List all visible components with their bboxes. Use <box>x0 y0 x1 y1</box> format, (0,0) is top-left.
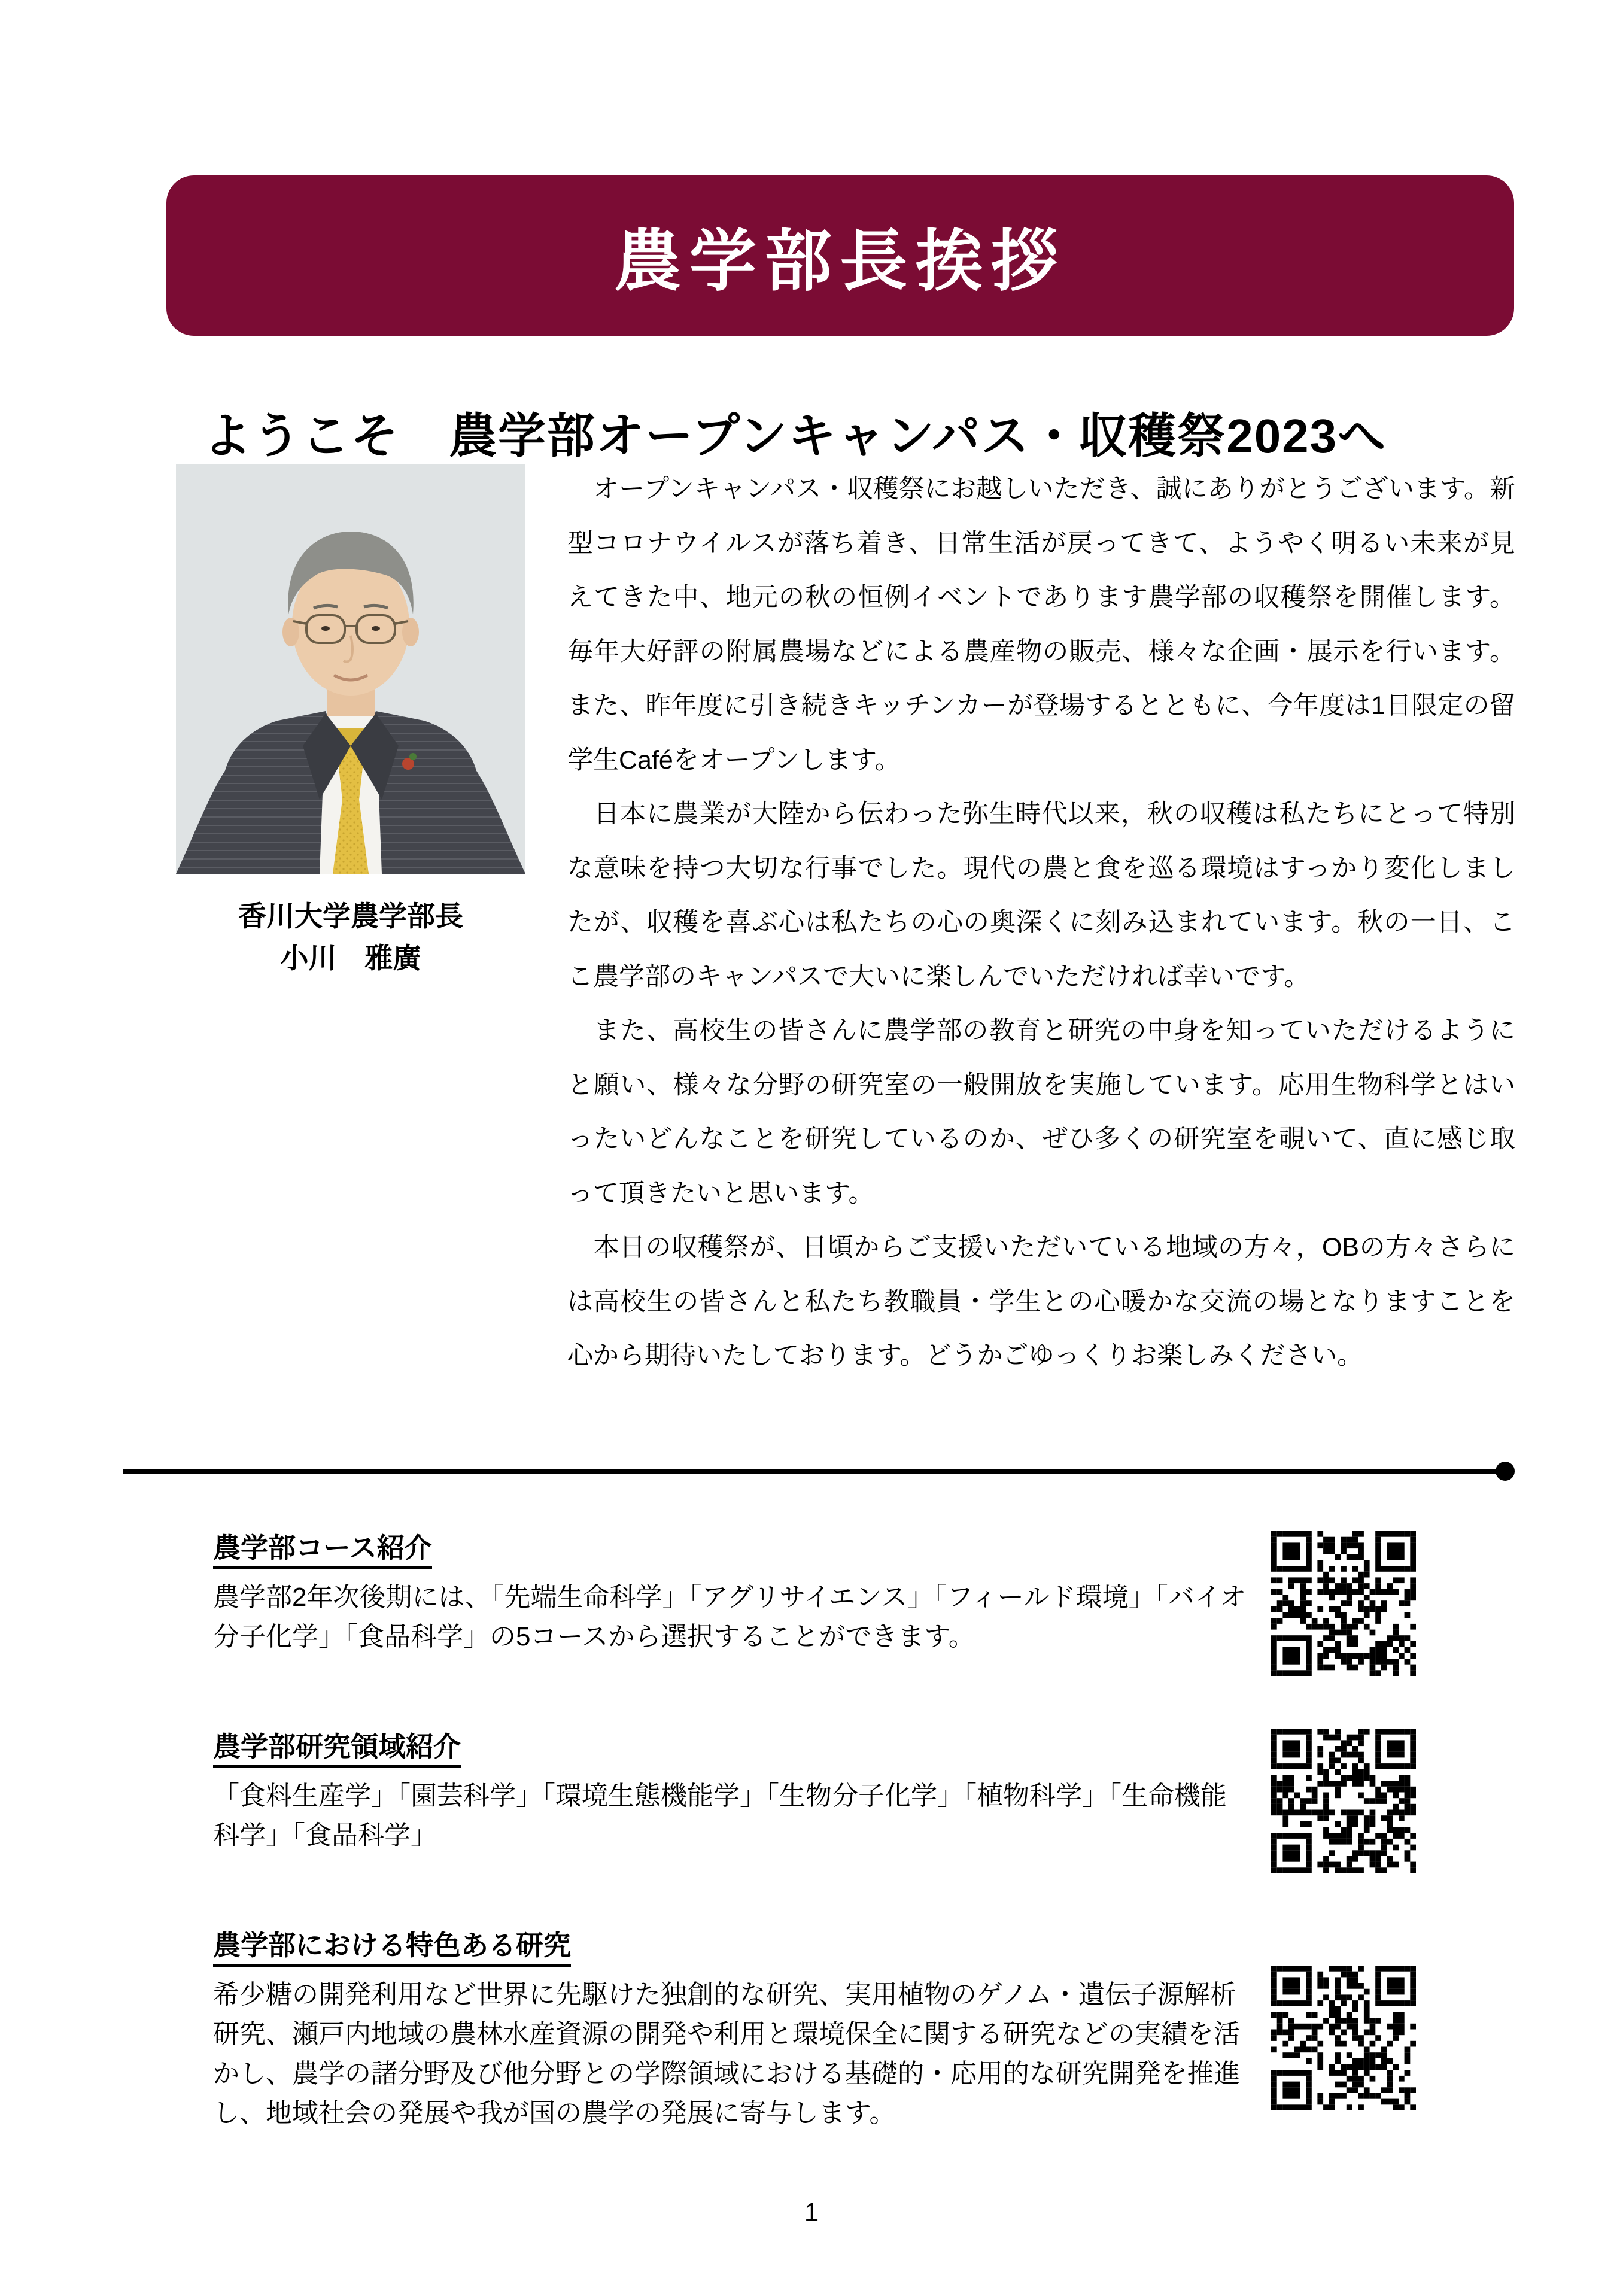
section-divider <box>123 1469 1510 1474</box>
dean-name: 小川 雅廣 <box>280 942 421 974</box>
dean-caption <box>152 895 549 979</box>
person-portrait-icon <box>176 464 525 874</box>
greeting-paragraph: また、高校生の皆さんに農学部の教育と研究の中身を知っていただけるようにと願い、様々な分野の研究室の一般開放を実施しています。応用生物科学とはいったいどんなことを研究しているのか、ぜひ多くの研究室を覗いて、直に感じ取って頂きたいと思います。 <box>567 1016 1515 1208</box>
greeting-paragraph: 日本に農業が大陸から伝わった弥生時代以来，秋の収穫は私たちにとって特別な意味を持つ大切な行事でした。現代の農と食を巡る環境はすっかり変化しましたが、収穫を喜ぶ心は私たちの心の奥深くに刻み込まれています。秋の一日、ここ農学部のキャンパスで大いに楽しんでいただければ幸いです。 <box>567 800 1515 991</box>
section-body: 農学部2年次後期には、「先端生命科学」「アグリサイエンス」「フィールド環境」「バイオ分子化学」「食品科学」の5コースから選択することができます。 <box>213 1582 1247 1651</box>
welcome-heading: ようこそ 農学部オープンキャンパス・収穫祭2023へ <box>203 409 1387 463</box>
dean-title: 香川大学農学部長 <box>238 900 463 932</box>
greeting-text <box>567 462 1515 1383</box>
section-heading: 農学部コース紹介 <box>213 1532 432 1569</box>
page-header-banner <box>166 175 1514 336</box>
page-title: 農学部長挨拶 <box>614 223 1066 299</box>
section-heading: 農学部における特色ある研究 <box>213 1930 571 1967</box>
qr-code-courses <box>1271 1531 1416 1676</box>
dean-photo <box>176 464 525 874</box>
qr-code-research-areas <box>1271 1729 1416 1873</box>
section-body: 「食料生産学」「園芸科学」「環境生態機能学」「生物分子化学」「植物科学」「生命機能科学」「食品科学」 <box>213 1781 1227 1850</box>
section-heading: 農学部研究領域紹介 <box>213 1731 461 1768</box>
page-number: 1 <box>804 2198 819 2227</box>
info-section-research-areas <box>213 1731 1248 1855</box>
info-section-courses <box>213 1532 1248 1657</box>
info-section-featured-research <box>213 1930 1248 2133</box>
section-body: 希少糖の開発利用など世界に先駆けた独創的な研究、実用植物のゲノム・遺伝子源解析研究、瀬戸内地域の農林水産資源の開発や利用と環境保全に関する研究などの実績を活かし、農学の諸分野及び他分野との学際領域における基礎的・応用的な研究開発を推進し、地域社会の発展や我が国の農学の発展に寄与します。 <box>213 1979 1240 2128</box>
qr-code-featured-research <box>1271 1966 1416 2110</box>
greeting-paragraph: オープンキャンパス・収穫祭にお越しいただき、誠にありがとうございます。新型コロナウイルスが落ち着き、日常生活が戻ってきて、ようやく明るい未来が見えてきた中、地元の秋の恒例イベントであります農学部の収穫祭を開催します。毎年大好評の附属農場などによる農産物の販売、様々な企画・展示を行います。また、昨年度に引き続きキッチンカーが登場するとともに、今年度は1日限定の留学生Caféをオープンします。 <box>567 475 1515 775</box>
divider-end-dot <box>1496 1462 1515 1481</box>
greeting-paragraph: 本日の収穫祭が、日頃からご支援いただいている地域の方々，OBの方々さらには高校生の皆さんと私たち教職員・学生との心暖かな交流の場となりますことを心から期待いたしております。どうかごゆっくりお楽しみください。 <box>567 1233 1515 1370</box>
